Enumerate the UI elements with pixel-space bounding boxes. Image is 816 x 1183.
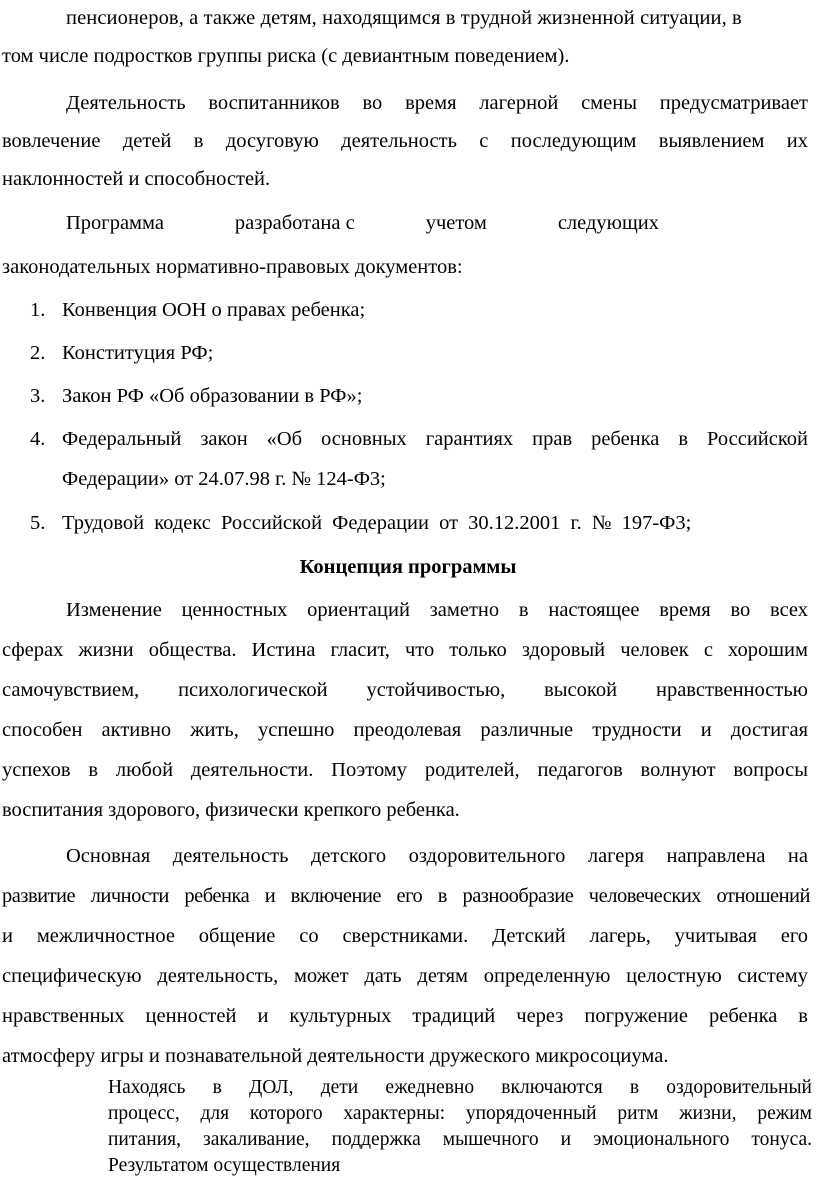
concept-line-3: самочувствием, психологической устойчивостью, высокой нравственностью [2,679,808,701]
list-item-number: 5. [30,512,46,534]
list-item-number: 3. [30,385,46,407]
list-item-number: 4. [30,428,46,450]
program-word-2: разработана с [234,212,355,234]
list-item-text: Федерации» от 24.07.98 г. № 124-Ф3; [62,468,386,490]
main-line-5: нравственных ценностей и культурных традиций через погружение ребенка в [2,1005,808,1027]
section-heading: Концепция программы [299,556,517,578]
program-line-2: законодательных нормативно-правовых документов: [2,256,463,278]
intro-line-1 [66,4,814,32]
concept-line-1: Изменение ценностных ориентаций заметно в настоящее время во всех [66,599,808,621]
main-line-4: специфическую деятельность, может дать детям определенную целостную систему [2,965,808,987]
main-line-2: развитие личности ребенка и включение его в разнообразие человеческих отношений [2,885,810,907]
concept-line-6: воспитания здорового, физически крепкого ребенка. [2,799,460,821]
list-item-text: Конвенция ООН о правах ребенка; [62,299,366,321]
program-word-3: учетом [425,212,487,234]
list-item-text: Федеральный закон «Об основных гарантиях прав ребенка в Российской [62,428,808,450]
activity-line-2: вовлечение детей в досуговую деятельность с последующим выявлением их [2,130,808,152]
intro-line-2: том числе подростков группы риска (с девиантным поведением). [2,45,570,67]
concept-line-2: сферах жизни общества. Истина гласит, что только здоровый человек с хорошим [2,639,808,661]
list-item-number: 1. [30,299,46,321]
activity-line-3: наклонностей и способностей. [2,168,271,190]
list-item-text: Конституция РФ; [62,342,214,364]
main-line-1: Основная деятельность детского оздоровительного лагеря направлена на [66,845,808,867]
concept-line-4: способен активно жить, успешно преодолевая различные трудности и достигая [2,719,808,741]
concept-line-5: успехов в любой деятельности. Поэтому родителей, педагогов волнуют вопросы [2,759,808,781]
dol-line-4: Результатом осуществления [108,1155,341,1176]
program-word-1: Программа [66,212,164,234]
list-item-number: 2. [30,342,46,364]
program-word-4: следующих [557,212,659,234]
main-line-6: атмосферу игры и познавательной деятельности дружеского микросоциума. [2,1045,669,1067]
list-item-text: Закон РФ «Об образовании в РФ»; [62,385,363,407]
list-item-text: Трудовой кодекс Российской Федерации от 30.12.2001 г. № 197-Ф3; [62,512,692,534]
main-line-3: и межличностное общение со сверстниками. Детский лагерь, учитывая его [2,925,808,947]
dol-line-2: процесс, для которого характерны: упорядоченный ритм жизни, режим [108,1103,812,1124]
dol-line-3: питания, закаливание, поддержка мышечного и эмоционального тонуса. [108,1129,812,1150]
intro-text-1: пенсионеров, а также детям, находящимся в трудной жизненной ситуации, в [66,7,742,29]
activity-line-1: Деятельность воспитанников во время лагерной смены предусматривает [66,92,808,114]
dol-line-1: Находясь в ДОЛ, дети ежедневно включаются в оздоровительный [108,1077,812,1098]
program-line-1 [66,209,659,237]
